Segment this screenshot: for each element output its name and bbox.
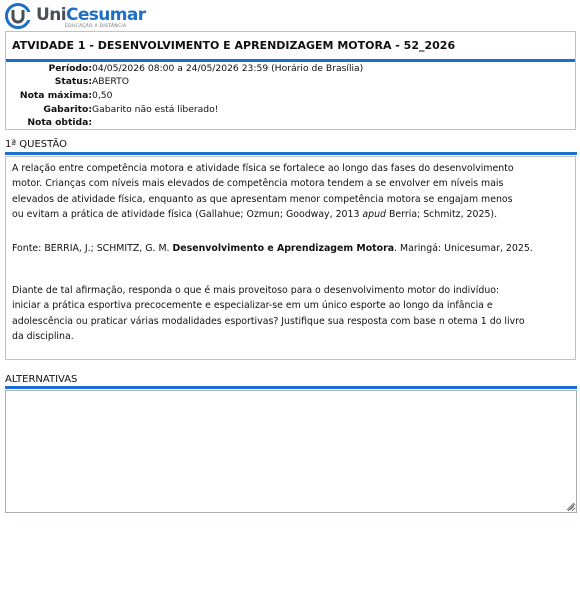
- question-line: iniciar a prática esportiva precocemente e especializar-se em um único esporte ao longo da infância e: [12, 300, 493, 312]
- question-line: motor. Crianças com níveis mais elevados de competência motora tendem a se envolver em níveis mais: [12, 178, 504, 190]
- answer-key-label: Gabarito:: [43, 104, 92, 115]
- question-line: ou evitam a prática de atividade física (Gallahue; Ozmun; Goodway, 2013 apud Berria; Schmitz, 2025).: [12, 208, 498, 220]
- question-divider: [5, 152, 577, 155]
- status-row: [6, 76, 566, 89]
- answer-textarea[interactable]: [5, 390, 577, 513]
- status-label: Status:: [54, 76, 92, 87]
- resize-grip-icon[interactable]: [566, 502, 574, 510]
- question-source: Fonte: BERRIA, J.; SCHMITZ, G. M. Desenvolvimento e Aprendizagem Motora. Maringá: Unicesumar, 2025.: [12, 243, 533, 254]
- header-divider: [6, 59, 575, 62]
- answer-key-value: Gabarito não está liberado!: [92, 104, 219, 115]
- obtained-grade-label: Nota obtida:: [27, 117, 92, 128]
- max-grade-row: [6, 90, 566, 103]
- alternatives-divider: [5, 386, 577, 389]
- question-line: elevados de atividade física, enquanto as que apresentam menor competência motora se engajam menos: [12, 193, 513, 205]
- logo-wordmark: UniCesumar: [36, 5, 146, 25]
- period-value: 04/05/2026 08:00 a 24/05/2026 23:59 (Horário de Brasília): [92, 63, 364, 74]
- question-line: Diante de tal afirmação, responda o que é mais proveitoso para o desenvolvimento motor do indivíduo:: [12, 285, 500, 296]
- status-value: ABERTO: [92, 76, 129, 87]
- question-line: adolescência ou praticar várias modalidades esportivas? Justifique sua resposta com base n otema 1 do livro: [12, 315, 525, 327]
- logo-tagline: EDUCAÇÃO A DISTÂNCIA: [65, 24, 127, 29]
- activity-info-panel: [5, 31, 576, 130]
- question-prompt: [12, 283, 570, 344]
- max-grade-value: 0,50: [92, 90, 113, 101]
- source-book-title: Desenvolvimento e Aprendizagem Motora: [172, 243, 395, 254]
- question-panel: [5, 156, 576, 360]
- apud-term: apud: [362, 208, 386, 220]
- question-paragraph-context: [12, 161, 570, 222]
- max-grade-label: Nota máxima:: [19, 90, 92, 101]
- answer-key-row: [6, 104, 566, 117]
- unicesumar-emblem-icon: [5, 3, 33, 29]
- obtained-grade-row: [6, 117, 566, 130]
- period-label: Período:: [48, 63, 92, 74]
- activity-title: ATVIDADE 1 - DESENVOLVIMENTO E APRENDIZAGEM MOTORA - 52_2026: [12, 39, 456, 52]
- question-line: da disciplina.: [12, 330, 74, 342]
- alternatives-section-label: ALTERNATIVAS: [5, 374, 78, 385]
- unicesumar-logo: [5, 3, 146, 31]
- question-line: A relação entre competência motora e atividade física se fortalece ao longo das fases do desenvolvimento: [12, 163, 514, 174]
- question-section-label: 1ª QUESTÃO: [5, 139, 67, 150]
- period-row: [6, 63, 566, 76]
